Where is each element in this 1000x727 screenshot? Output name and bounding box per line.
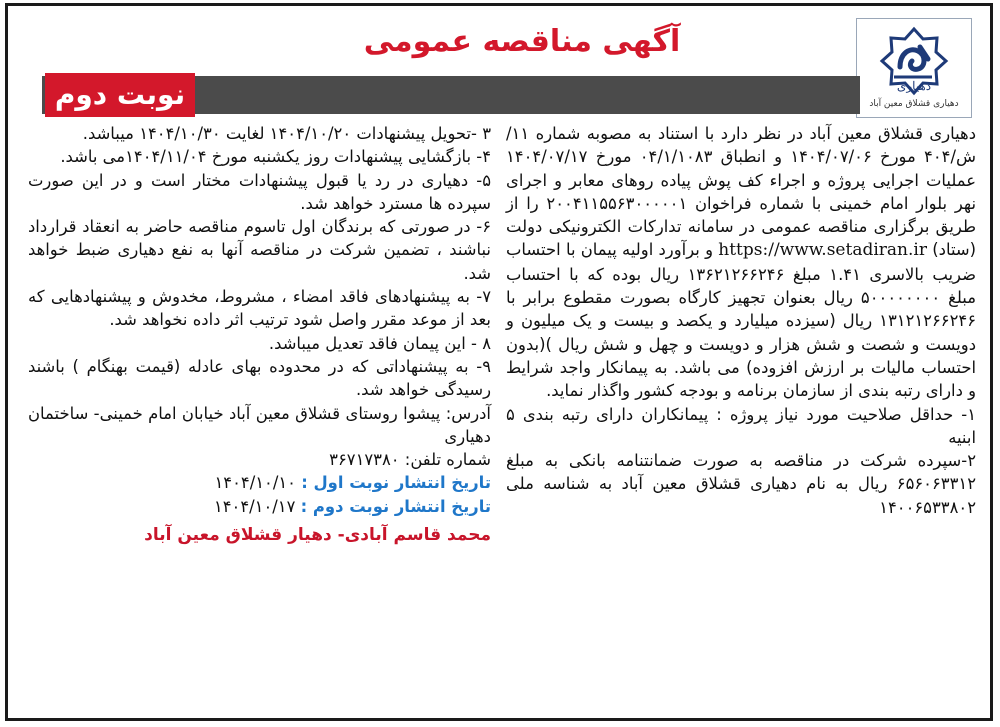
condition-item-8: ۸ - این پیمان فاقد تعدیل میباشد. — [268, 333, 491, 353]
condition-item-3: ۳ -تحویل پیشنهادات ۱۴۰۴/۱۰/۲۰ لغایت ۱۴۰۴/۱۰/۳۰ میباشد. — [82, 124, 491, 143]
first-publish-label: تاریخ انتشار نوبت اول : — [301, 473, 491, 493]
requirement-item-1: ۱- حداقل صلاحیت مورد نیاز پروژه : پیمانکاران دارای رتبه بندی ۵ ابنیه — [506, 404, 976, 447]
address-text: آدرس: پیشوا روستای قشلاق معین آباد خیابان امام خمینی- ساختمان دهیاری — [28, 403, 491, 446]
second-publish-date: ۱۴۰۴/۱۰/۱۷ — [213, 496, 296, 516]
phone-text: شماره تلفن: ۳۶۷۱۷۳۸۰ — [329, 450, 491, 470]
condition-item-4: ۴- بازگشایی پیشنهادات روز یکشنبه مورخ ۱۴۰۴/۱۱/۰۴می باشد. — [60, 147, 491, 167]
requirement-item-2: ۲-سپرده شرکت در مناقصه به صورت ضمانتنامه بانکی به مبلغ ۶۵۶۰۶۳۳۱۲ ریال به نام دهیاری قشلاق معین آباد به شناسه ملی ۱۴۰۰۶۵۳۳۸۰۲ — [506, 451, 976, 517]
round-badge: نوبت دوم — [45, 73, 195, 117]
second-publish-line — [28, 495, 491, 518]
first-publish-date: ۱۴۰۴/۱۰/۱۰ — [214, 473, 296, 493]
left-column — [28, 122, 491, 547]
intro-paragraph — [506, 122, 976, 403]
intro-text: دهیاری قشلاق معین آباد در نظر دارد با استناد به مصوبه شماره ۱۱/ش/۴۰۴ مورخ ۱۴۰۴/۰۷/۰۶ و انطباق ۰۴/۱/۱۰۸۳ مورخ ۱۴۰۴/۰۷/۱۷ عملیات اجرایی پروژه و اجراء کف پوش پیاده روهای معابر و اجرای نهر بلوار امام خمینی با شماره فراخوان ۲۰۰۴۱۱۵۵۶۳۰۰۰۰۰۱ را از طریق برگزاری مناقصه عمومی در سامانه تدارکات الکترونیکی دولت (ستاد) — [506, 124, 977, 260]
logo-wordmark: دهیاری — [896, 79, 932, 93]
right-column — [506, 122, 976, 519]
condition-item-9: ۹- به پیشنهاداتی که در محدوده بهای عادله (قیمت بهنگام ) باشند رسیدگی خواهد شد. — [28, 356, 491, 400]
estimate-text: و برآورد اولیه پیمان با احتساب ضریب بالاسری ۱.۴۱ مبلغ ۱۳۶۲۱۲۶۶۲۴۶ ریال بوده که با احتساب مبلغ ۵۰۰۰۰۰۰۰۰ ریال بعنوان تجهیز کارگاه بصورت مقطوع برابر با ۱۳۱۲۱۲۶۶۲۴۶ ریال (سیزده میلیارد و یکصد و بیست و یک میلیون و دویست و شصت و شش هزار و دویست و چهل و شش ریال )(بدون احتساب مالیات بر ارزش افزوده) می باشد. به پیمانکار واجد شرایط و دارای رتبه بندی از سازمان برنامه و بودجه کشور واگذار نماید. — [506, 240, 976, 401]
setad-url-link[interactable]: https://www.setadiran.ir — [718, 240, 927, 261]
condition-item-7: ۷- به پیشنهادهای فاقد امضاء ، مشروط، مخدوش و پیشنهادهایی که بعد از موعد مقرر واصل شود ترتیب اثر داده نخواهد شد. — [28, 287, 491, 330]
notice-title: آگهی مناقصه عمومی — [363, 24, 681, 59]
logo-caption: دهیاری قشلاق معین آباد — [869, 99, 959, 109]
first-publish-line — [28, 471, 491, 494]
second-publish-label: تاریخ انتشار نوبت دوم : — [300, 496, 491, 516]
signature-line: محمد قاسم آبادی- دهیار قشلاق معین آباد — [144, 525, 491, 546]
notice-header — [12, 18, 984, 113]
dehyari-logo — [856, 18, 972, 118]
condition-item-5: ۵- دهیاری در رد یا قبول پیشنهادات مختار است و در این صورت سپرده ها مسترد خواهد شد. — [28, 170, 491, 213]
condition-item-6: ۶- در صورتی که برندگان اول تاسوم مناقصه حاضر به انعقاد قرارداد نباشند ، تضمین شرکت در مناقصه آنها به نفع دهیاری ضبط خواهد شد. — [28, 217, 491, 283]
